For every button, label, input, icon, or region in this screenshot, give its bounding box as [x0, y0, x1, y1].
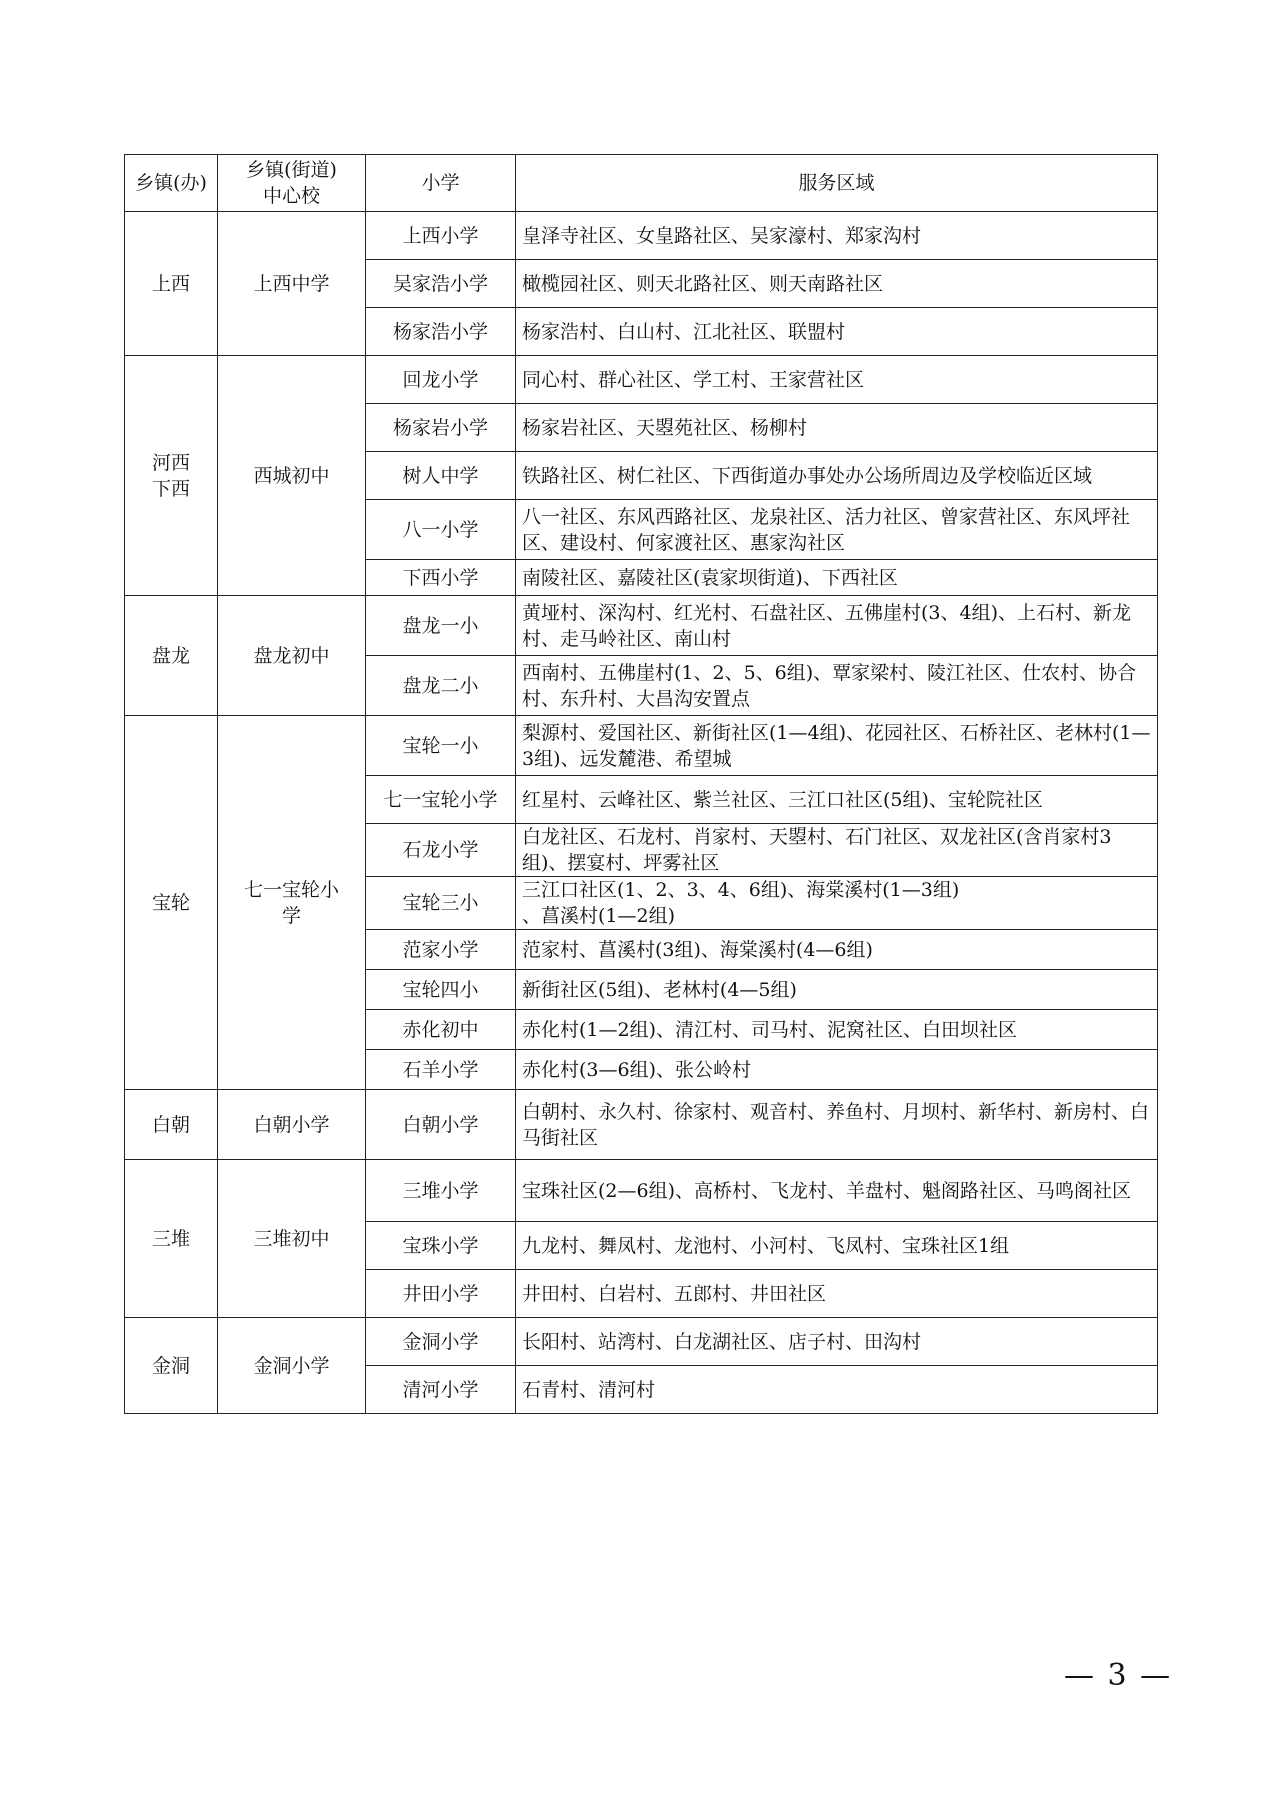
service-area-cell: 南陵社区、嘉陵社区(袁家坝街道)、下西社区 — [516, 560, 1158, 596]
service-area-cell: 铁路社区、树仁社区、下西街道办事处办公场所周边及学校临近区域 — [516, 452, 1158, 500]
center-school-cell: 上西中学 — [218, 212, 366, 356]
table-row — [125, 1318, 1158, 1366]
primary-school-cell: 吴家浩小学 — [366, 260, 516, 308]
service-area-cell: 橄榄园社区、则天北路社区、则天南路社区 — [516, 260, 1158, 308]
service-area-cell: 新街社区(5组)、老林村(4—5组) — [516, 970, 1158, 1010]
service-area-cell: 赤化村(1—2组)、清江村、司马村、泥窝社区、白田坝社区 — [516, 1010, 1158, 1050]
primary-school-cell: 八一小学 — [366, 500, 516, 560]
center-school-cell: 金洞小学 — [218, 1318, 366, 1414]
primary-school-cell: 回龙小学 — [366, 356, 516, 404]
primary-school-cell: 金洞小学 — [366, 1318, 516, 1366]
primary-school-cell: 范家小学 — [366, 930, 516, 970]
primary-school-cell: 七一宝轮小学 — [366, 776, 516, 824]
service-area-cell: 石青村、清河村 — [516, 1366, 1158, 1414]
primary-school-cell: 井田小学 — [366, 1270, 516, 1318]
service-area-cell: 西南村、五佛崖村(1、2、5、6组)、覃家梁村、陵江社区、仕农村、协合村、东升村、大昌沟安置点 — [516, 656, 1158, 716]
town-cell: 上西 — [125, 212, 218, 356]
primary-school-cell: 石羊小学 — [366, 1050, 516, 1090]
service-area-cell: 梨源村、爱国社区、新街社区(1—4组)、花园社区、石桥社区、老林村(1—3组)、远发麓港、希望城 — [516, 716, 1158, 776]
primary-school-cell: 树人中学 — [366, 452, 516, 500]
primary-school-cell: 宝轮一小 — [366, 716, 516, 776]
header-row — [125, 155, 1158, 212]
header-town: 乡镇(办) — [125, 155, 218, 212]
header-service-area: 服务区域 — [516, 155, 1158, 212]
service-area-cell: 皇泽寺社区、女皇路社区、吴家濠村、郑家沟村 — [516, 212, 1158, 260]
primary-school-cell: 杨家岩小学 — [366, 404, 516, 452]
primary-school-cell: 杨家浩小学 — [366, 308, 516, 356]
primary-school-cell: 清河小学 — [366, 1366, 516, 1414]
service-area-cell: 黄垭村、深沟村、红光村、石盘社区、五佛崖村(3、4组)、上石村、新龙村、走马岭社区、南山村 — [516, 596, 1158, 656]
center-school-cell: 七一宝轮小 学 — [218, 716, 366, 1090]
service-area-cell: 白朝村、永久村、徐家村、观音村、养鱼村、月坝村、新华村、新房村、白马街社区 — [516, 1090, 1158, 1160]
primary-school-cell: 宝轮四小 — [366, 970, 516, 1010]
service-area-cell: 赤化村(3—6组)、张公岭村 — [516, 1050, 1158, 1090]
service-area-cell: 杨家岩社区、天曌苑社区、杨柳村 — [516, 404, 1158, 452]
service-area-cell: 井田村、白岩村、五郎村、井田社区 — [516, 1270, 1158, 1318]
table-row — [125, 212, 1158, 260]
table-body — [125, 212, 1158, 1414]
town-cell: 河西 下西 — [125, 356, 218, 596]
town-cell: 盘龙 — [125, 596, 218, 716]
primary-school-cell: 下西小学 — [366, 560, 516, 596]
school-service-area-table — [124, 154, 1158, 1414]
town-cell: 白朝 — [125, 1090, 218, 1160]
primary-school-cell: 赤化初中 — [366, 1010, 516, 1050]
table-row — [125, 596, 1158, 656]
page-number: — 3 — — [1064, 1658, 1173, 1693]
service-area-cell: 范家村、菖溪村(3组)、海棠溪村(4—6组) — [516, 930, 1158, 970]
primary-school-cell: 石龙小学 — [366, 824, 516, 877]
service-area-cell: 白龙社区、石龙村、肖家村、天曌村、石门社区、双龙社区(含肖家村3组)、摆宴村、坪雾社区 — [516, 824, 1158, 877]
town-cell: 金洞 — [125, 1318, 218, 1414]
service-area-cell: 杨家浩村、白山村、江北社区、联盟村 — [516, 308, 1158, 356]
service-area-cell: 八一社区、东风西路社区、龙泉社区、活力社区、曾家营社区、东风坪社区、建设村、何家渡社区、惠家沟社区 — [516, 500, 1158, 560]
service-area-cell: 宝珠社区(2—6组)、高桥村、飞龙村、羊盘村、魁阁路社区、马鸣阁社区 — [516, 1160, 1158, 1222]
primary-school-cell: 盘龙二小 — [366, 656, 516, 716]
service-area-cell: 九龙村、舞凤村、龙池村、小河村、飞凤村、宝珠社区1组 — [516, 1222, 1158, 1270]
town-cell: 三堆 — [125, 1160, 218, 1318]
primary-school-cell: 宝珠小学 — [366, 1222, 516, 1270]
service-area-cell: 三江口社区(1、2、3、4、6组)、海棠溪村(1—3组) 、菖溪村(1—2组) — [516, 877, 1158, 930]
header-primary-school: 小学 — [366, 155, 516, 212]
primary-school-cell: 三堆小学 — [366, 1160, 516, 1222]
service-area-cell: 长阳村、站湾村、白龙湖社区、店子村、田沟村 — [516, 1318, 1158, 1366]
table-row — [125, 716, 1158, 776]
primary-school-cell: 宝轮三小 — [366, 877, 516, 930]
service-area-cell: 同心村、群心社区、学工村、王家营社区 — [516, 356, 1158, 404]
table-row — [125, 1090, 1158, 1160]
service-area-cell: 红星村、云峰社区、紫兰社区、三江口社区(5组)、宝轮院社区 — [516, 776, 1158, 824]
center-school-cell: 三堆初中 — [218, 1160, 366, 1318]
primary-school-cell: 上西小学 — [366, 212, 516, 260]
primary-school-cell: 盘龙一小 — [366, 596, 516, 656]
header-center-school: 乡镇(街道) 中心校 — [218, 155, 366, 212]
center-school-cell: 西城初中 — [218, 356, 366, 596]
table-row — [125, 356, 1158, 404]
primary-school-cell: 白朝小学 — [366, 1090, 516, 1160]
center-school-cell: 盘龙初中 — [218, 596, 366, 716]
center-school-cell: 白朝小学 — [218, 1090, 366, 1160]
table-row — [125, 1160, 1158, 1222]
town-cell: 宝轮 — [125, 716, 218, 1090]
